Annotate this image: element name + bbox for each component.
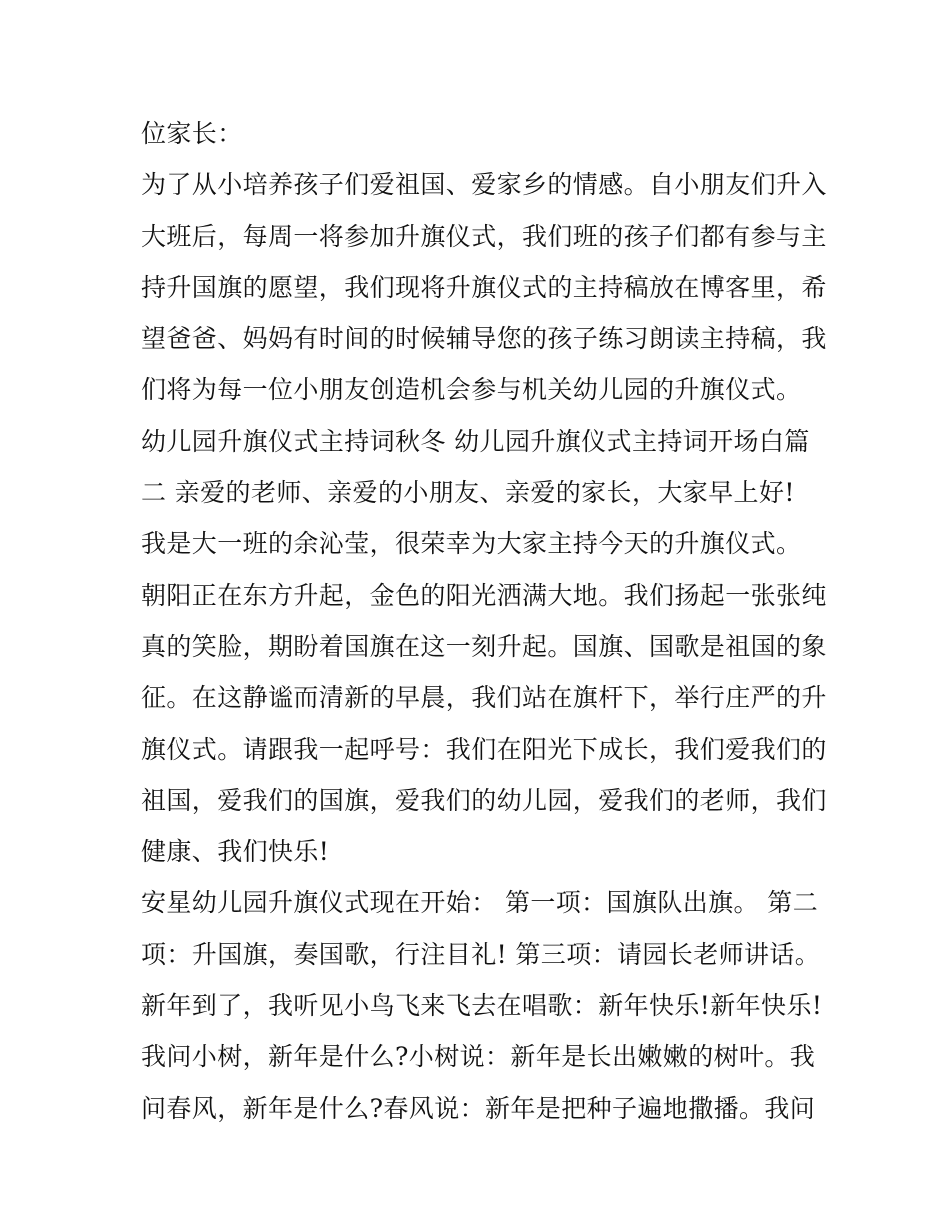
text-line: 安星幼儿园升旗仪式现在开始： 第一项：国旗队出旗。 第二 <box>141 888 819 918</box>
text-line: 大班后，每周一将参加升旗仪式，我们班的孩子们都有参与主 <box>141 221 827 251</box>
text-line: 我是大一班的余沁莹，很荣幸为大家主持今天的升旗仪式。 <box>141 529 802 559</box>
text-line: 项：升国旗，奏国歌，行注目礼! 第三项：请园长老师讲话。 <box>141 939 821 969</box>
text-line: 健康、我们快乐! <box>141 837 330 867</box>
text-line: 幼儿园升旗仪式主持词秋冬 幼儿园升旗仪式主持词开场白篇 <box>141 426 810 456</box>
text-line: 真的笑脸，期盼着国旗在这一刻升起。国旗、国歌是祖国的象 <box>141 631 827 661</box>
text-line: 旗仪式。请跟我一起呼号：我们在阳光下成长，我们爱我们的 <box>141 734 827 764</box>
text-line: 朝阳正在东方升起，金色的阳光洒满大地。我们扬起一张张纯 <box>141 580 827 610</box>
text-line: 新年到了，我听见小鸟飞来飞去在唱歌：新年快乐!新年快乐! <box>141 991 823 1021</box>
text-line: 问春风，新年是什么?春风说：新年是把种子遍地撒播。我问 <box>141 1093 816 1123</box>
text-line: 祖国，爱我们的国旗，爱我们的幼儿园，爱我们的老师，我们 <box>141 785 827 815</box>
text-line: 位家长： <box>141 119 243 148</box>
text-line: 征。在这静谧而清新的早晨，我们站在旗杆下，举行庄严的升 <box>141 683 827 713</box>
text-line: 望爸爸、妈妈有时间的时候辅导您的孩子练习朗读主持稿，我 <box>141 324 827 354</box>
document-body <box>141 108 827 1134</box>
text-line: 我问小树，新年是什么?小树说：新年是长出嫩嫩的树叶。我 <box>141 1042 816 1072</box>
text-line: 们将为每一位小朋友创造机会参与机关幼儿园的升旗仪式。 <box>141 375 802 405</box>
text-line: 为了从小培养孩子们爱祖国、爱家乡的情感。自小朋友们升入 <box>141 170 827 200</box>
text-line: 持升国旗的愿望，我们现将升旗仪式的主持稿放在博客里，希 <box>141 272 827 302</box>
text-line: 二 亲爱的老师、亲爱的小朋友、亲爱的家长，大家早上好! <box>141 478 795 508</box>
